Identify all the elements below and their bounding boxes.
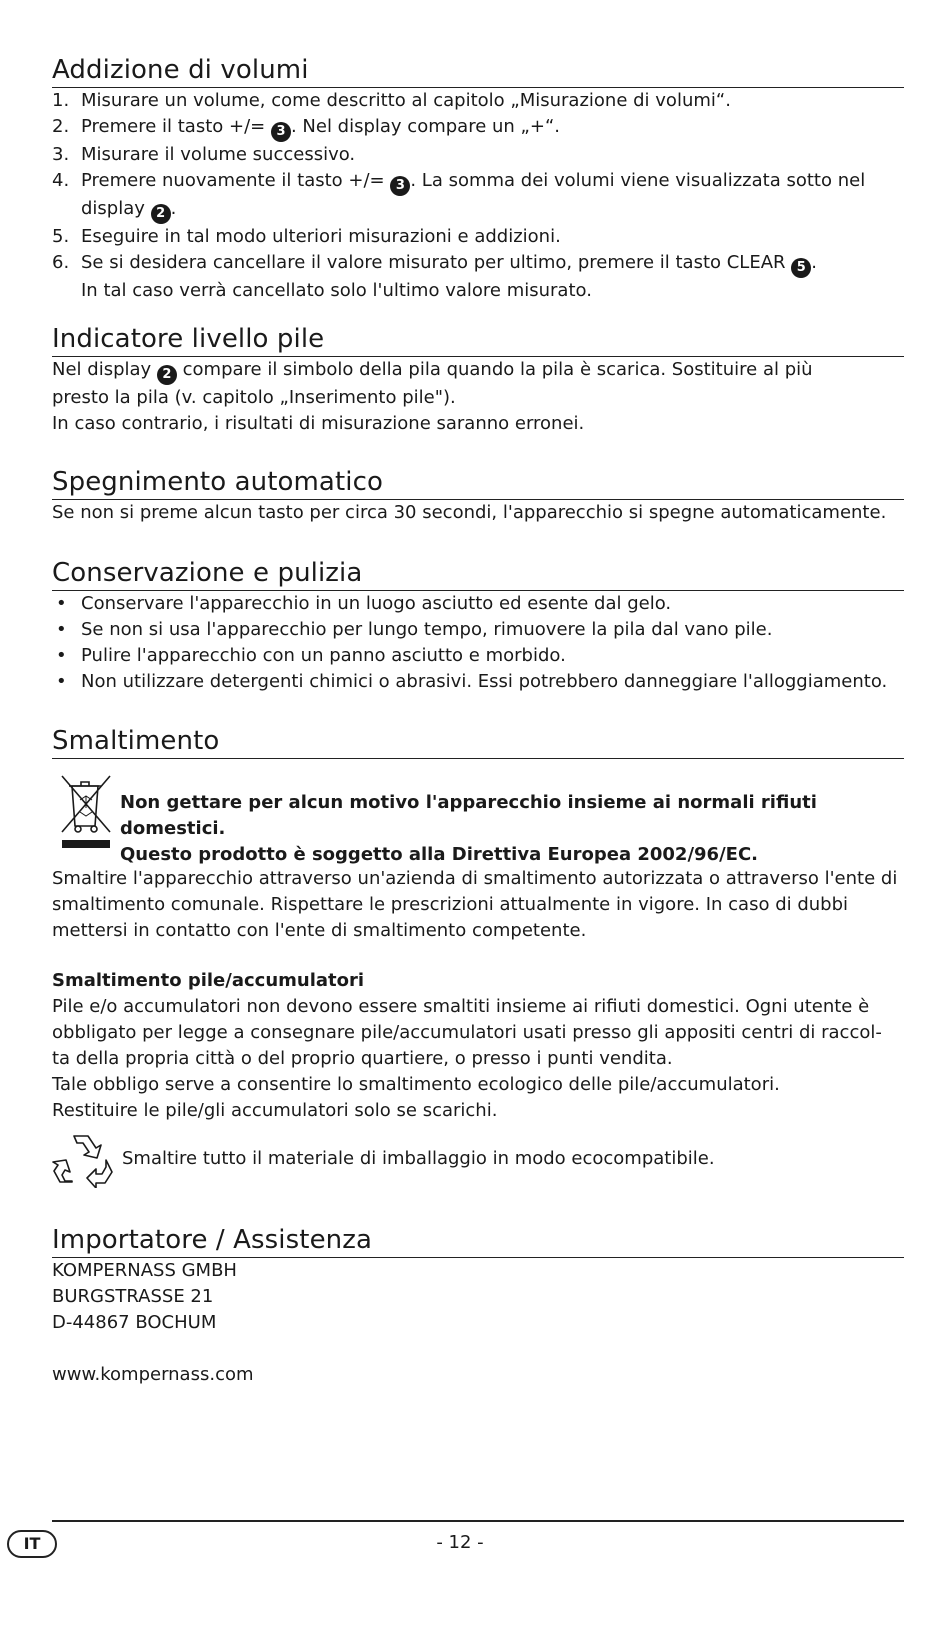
section-disposal [52,725,904,759]
website-link[interactable]: www.kompernass.com [52,1364,254,1385]
warning-line-2: Questo prodotto è soggetto alla Direttiva Europea 2002/96/EC. [120,844,758,865]
paragraph-line: ta della propria città o del proprio quartiere, o presso i punti vendita. [52,1048,673,1069]
battery-disposal [52,968,904,1124]
display-number-badge: 2 [157,365,177,385]
step-number: 3. [52,144,70,165]
section-auto-off [52,466,904,526]
step-text: Eseguire in tal modo ulteriori misurazioni e addizioni. [81,226,561,247]
bullet: • [56,645,67,666]
step-text-line2-post: . [170,198,177,219]
battery-paragraph [52,357,904,437]
packaging-note [122,1146,904,1172]
disposal-warning [120,790,904,868]
battery-disposal-subtitle: Smaltimento pile/accumulatori [52,970,365,991]
crossed-out-wheelie-bin-icon [56,772,116,852]
warning-line-1: Non gettare per alcun motivo l'apparecchio insieme ai normali rifiuti domestici. [120,792,817,839]
auto-off-text: Se non si preme alcun tasto per circa 30 secondi, l'apparecchio si spegne automaticamente. [52,502,887,523]
display-number-badge: 2 [151,204,171,224]
step-number: 5. [52,226,70,247]
key-number-badge: 3 [390,176,410,196]
list-item-text: Conservare l'apparecchio in un luogo asciutto ed esente dal gelo. [81,593,672,614]
steps-list [52,88,904,304]
battery-line1-pre: Nel display [52,359,157,380]
battery-line2: presto la pila (v. capitolo „Inserimento pile"). [52,387,456,408]
section-storage-cleaning [52,557,904,695]
step-1 [52,88,904,114]
disposal-paragraph [52,866,904,944]
step-3 [52,142,904,168]
paragraph-line: smaltimento comunale. Rispettare le prescrizioni attualmente in vigore. In caso di dubbi [52,894,849,915]
clear-key-badge: 5 [791,258,811,278]
step-text-post: . La somma dei volumi viene visualizzata sotto nel [410,170,866,191]
city-address: D-44867 BOCHUM [52,1312,217,1333]
paragraph-line: Smaltire l'apparecchio attraverso un'azienda di smaltimento autorizzata o attraverso l'ente di [52,868,898,889]
page-number: - 12 - [436,1532,484,1553]
company-name: KOMPERNASS GMBH [52,1260,237,1281]
paragraph-line: Pile e/o accumulatori non devono essere smaltiti insieme ai rifiuti domestici. Ogni utente è [52,996,870,1017]
bullet: • [56,593,67,614]
key-number-badge: 3 [271,122,291,142]
step-4 [52,168,904,224]
step-text-post: . Nel display compare un „+“. [290,116,561,137]
step-text: Misurare un volume, come descritto al capitolo „Misurazione di volumi“. [81,90,731,111]
step-number: 2. [52,116,70,137]
section-title: Conservazione e pulizia [52,557,904,591]
step-text-post: . [811,252,817,273]
step-2 [52,114,904,142]
section-title: Importatore / Assistenza [52,1224,904,1258]
footer-divider [52,1520,904,1522]
step-number: 1. [52,90,70,111]
list-item-text: Pulire l'apparecchio con un panno asciutto e morbido. [81,645,566,666]
section-title: Indicatore livello pile [52,323,904,357]
paragraph-line: Tale obbligo serve a consentire lo smaltimento ecologico delle pile/accumulatori. [52,1074,780,1095]
packaging-text: Smaltire tutto il materiale di imballaggio in modo ecocompatibile. [122,1148,715,1169]
step-number: 4. [52,170,70,191]
bullet: • [56,619,67,640]
step-text-pre: Premere nuovamente il tasto +/= [81,170,391,191]
list-item [52,591,904,617]
section-battery-indicator [52,323,904,437]
paragraph-line: obbligato per legge a consegnare pile/accumulatori usati presso gli appositi centri di raccol- [52,1022,882,1043]
street-address: BURGSTRASSE 21 [52,1286,214,1307]
list-item [52,617,904,643]
step-text-line2: In tal caso verrà cancellato solo l'ultimo valore misurato. [81,280,592,301]
step-text-line2-pre: display [81,198,151,219]
list-item-text: Non utilizzare detergenti chimici o abrasivi. Essi potrebbero danneggiare l'alloggiamento. [81,671,888,692]
paragraph-line: mettersi in contatto con l'ente di smaltimento competente. [52,920,587,941]
list-item-text: Se non si usa l'apparecchio per lungo tempo, rimuovere la pila dal vano pile. [81,619,773,640]
step-number: 6. [52,252,70,273]
step-5 [52,224,904,250]
section-volume-addition [52,54,904,304]
list-item [52,669,904,695]
section-title: Addizione di volumi [52,54,904,88]
storage-list [52,591,904,695]
section-title: Smaltimento [52,725,904,759]
recycle-icon [52,1130,114,1188]
list-item [52,643,904,669]
step-text-pre: Se si desidera cancellare il valore misurato per ultimo, premere il tasto CLEAR [81,252,792,273]
paragraph-line: Restituire le pile/gli accumulatori solo se scarichi. [52,1100,498,1121]
step-text-pre: Premere il tasto +/= [81,116,271,137]
battery-line1-post: compare il simbolo della pila quando la pila è scarica. Sostituire al più [176,359,813,380]
language-badge: IT [7,1530,57,1558]
bullet: • [56,671,67,692]
section-importer [52,1224,904,1388]
step-text: Misurare il volume successivo. [81,144,356,165]
step-6 [52,250,904,304]
battery-line3: In caso contrario, i risultati di misurazione saranno erronei. [52,413,585,434]
section-title: Spegnimento automatico [52,466,904,500]
